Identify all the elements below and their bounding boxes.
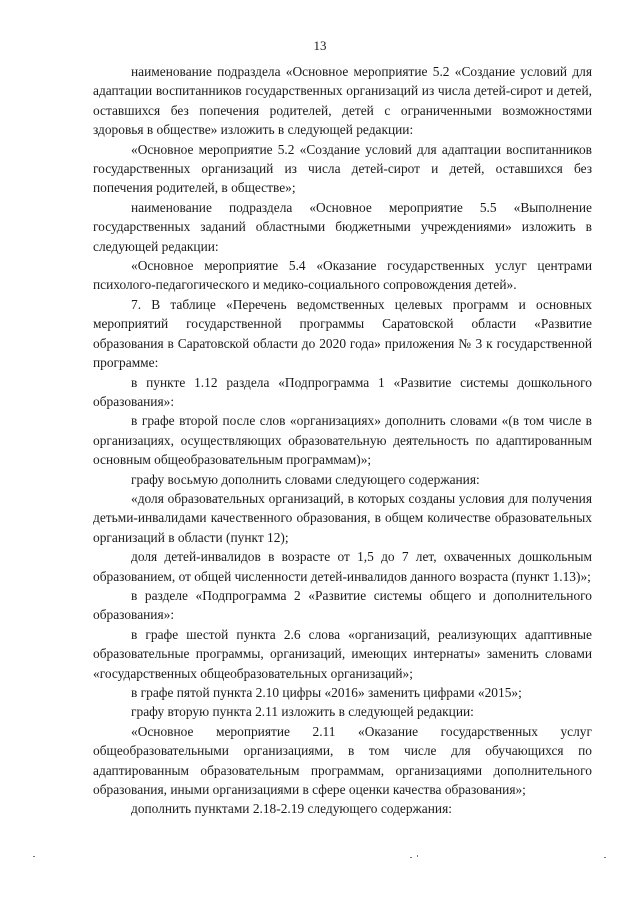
paragraph: в графе шестой пункта 2.6 слова «организаций, реализующих адаптивные образовательные программы, организаций, имеющих интернаты» заменить словами «государственных общеобразовательных организаций»;: [93, 626, 592, 681]
paragraph: наименование подраздела «Основное мероприятие 5.5 «Выполнение государственных заданий областными бюджетными учреждениями» изложить в следующей редакции:: [93, 199, 592, 254]
paragraph: в разделе «Подпрограмма 2 «Развитие системы общего и дополнительного образования»:: [93, 587, 592, 623]
paragraph: в графе пятой пункта 2.10 цифры «2016» заменить цифрами «2015»;: [131, 685, 522, 700]
page-number: 13: [313, 38, 327, 53]
paragraph: «Основное мероприятие 2.11 «Оказание государственных услуг общеобразовательными организациями, в том числе для обучающихся по адаптированным образовательным программам, организациями дополнительного образования, иными организациями в сфере оценки качества образования»;: [93, 723, 592, 798]
paragraph: в пункте 1.12 раздела «Подпрограмма 1 «Развитие системы дошкольного образования»:: [93, 374, 592, 409]
paragraph: «Основное мероприятие 5.4 «Оказание государственных услуг центрами психолого-педагогического и медико-социального сопровождения детей».: [93, 258, 592, 293]
paragraph: 7. В таблице «Перечень ведомственных целевых программ и основных мероприятий государственной программы Саратовской области «Развитие образования в Саратовской области до 2020 года» приложения № 3 к государственной программе:: [93, 296, 592, 371]
scan-speck: [33, 856, 35, 857]
paragraph: графу вторую пункта 2.11 изложить в следующей редакции:: [131, 704, 474, 720]
paragraph: «доля образовательных организаций, в которых созданы условия для получения детьми-инвалидами качественного образования, в общем количестве образовательных организаций в области (пункт 12);: [93, 490, 592, 545]
paragraph: графу восьмую дополнить словами следующего содержания:: [131, 471, 480, 487]
scan-speck: [410, 857, 412, 858]
scan-speck: [604, 857, 606, 858]
paragraph: дополнить пунктами 2.18-2.19 следующего содержания:: [131, 801, 452, 817]
paragraph: «Основное мероприятие 5.2 «Создание условий для адаптации воспитанников государственных организаций из числа детей-сирот и детей, оставшихся без попечения родителей, в обществе»;: [93, 141, 592, 196]
paragraph: в графе второй после слов «организациях» дополнить словами «(в том числе в организациях, осуществляющих образовательную деятельность по адаптированным основным общеобразовательным программам)»;: [93, 413, 592, 468]
document-body: [93, 62, 592, 819]
paragraph: наименование подраздела «Основное мероприятие 5.2 «Создание условий для адаптации воспитанников государственных организаций из числа детей-сирот и детей, оставшихся без попечения родителей, детей с ограниченными возможностями здоровья в обществе» изложить в следующей редакции:: [93, 64, 592, 138]
scan-speck: [417, 855, 418, 857]
paragraph: доля детей-инвалидов в возрасте от 1,5 до 7 лет, охваченных дошкольным образованием, от общей численности детей-инвалидов данного возраста (пункт 1.13)»;: [93, 549, 592, 584]
